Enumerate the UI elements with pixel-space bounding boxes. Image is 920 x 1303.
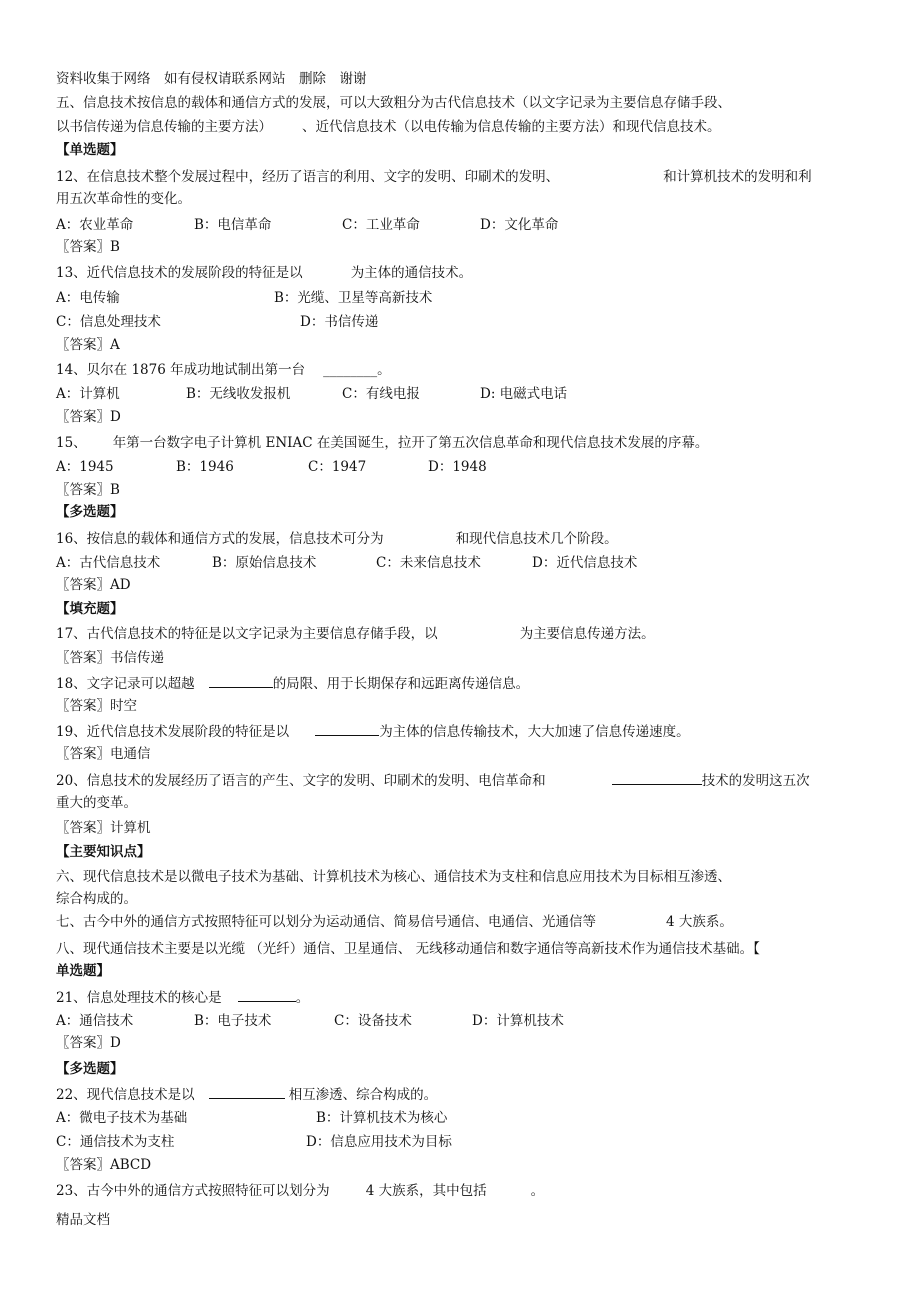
question-20-line-1: 20、信息技术的发展经历了语言的产生、文字的发明、印刷术的发明、电信革命和 技术的发明这五次 bbox=[56, 773, 810, 789]
section-8-line-2: 单选题】 bbox=[56, 963, 110, 979]
option-a: A：农业革命 bbox=[56, 217, 134, 233]
question-23-line-1: 23、古今中外的通信方式按照特征可以划分为 4 大族系，其中包括 。 bbox=[56, 1183, 545, 1199]
section-6-line-1: 六、现代信息技术是以微电子技术为基础、计算机技术为核心、通信技术为支柱和信息应用技术为目标相互渗透、 bbox=[56, 869, 731, 885]
answer-blank bbox=[209, 1085, 285, 1099]
option-c: C：未来信息技术 bbox=[376, 555, 481, 571]
option-a: A：古代信息技术 bbox=[56, 555, 161, 571]
question-22-line-1: 22、现代信息技术是以 相互渗透、综合构成的。 bbox=[56, 1087, 438, 1103]
section-8-line-1: 八、现代通信技术主要是以光缆 （光纤）通信、卫星通信、 无线移动通信和数字通信等高新技术作为通信技术基础。【 bbox=[56, 941, 760, 957]
page-header: 资料收集于网络 如有侵权请联系网站 删除 谢谢 bbox=[56, 71, 367, 87]
section-7-line-1: 七、古今中外的通信方式按照特征可以划分为运动通信、简易信号通信、电通信、光通信等 4 大族系。 bbox=[56, 914, 733, 930]
section-5-line-1: 五、信息技术按信息的载体和通信方式的发展，可以大致粗分为古代信息技术（以文字记录为主要信息存储手段、 bbox=[56, 95, 731, 111]
section-6-line-2: 综合构成的。 bbox=[56, 891, 137, 907]
option-d: D：文化革命 bbox=[480, 217, 559, 233]
option-c: C：信息处理技术 bbox=[56, 314, 161, 330]
question-18-answer: 〖答案〗时空 bbox=[56, 698, 137, 714]
option-a: A：微电子技术为基础 bbox=[56, 1110, 188, 1126]
option-c: C：设备技术 bbox=[334, 1013, 412, 1029]
question-12-answer: 〖答案〗B bbox=[56, 239, 120, 255]
question-15-answer: 〖答案〗B bbox=[56, 482, 120, 498]
option-b: B：无线收发报机 bbox=[186, 386, 291, 402]
question-19-answer: 〖答案〗电通信 bbox=[56, 746, 151, 762]
section-heading-single-choice: 【单选题】 bbox=[56, 142, 124, 158]
option-b: B：原始信息技术 bbox=[212, 555, 317, 571]
section-5-line-2: 以书信传递为信息传输的主要方法） 、近代信息技术（以电传输为信息传输的主要方法）和现代信息技术。 bbox=[56, 119, 721, 135]
option-a: A：电传输 bbox=[56, 290, 120, 306]
question-12-line-1: 12、在信息技术整个发展过程中，经历了语言的利用、文字的发明、印刷术的发明、 和计算机技术的发明和利 bbox=[56, 169, 812, 185]
section-heading-multiple-choice-2: 【多选题】 bbox=[56, 1061, 124, 1077]
question-21-answer: 〖答案〗D bbox=[56, 1035, 121, 1051]
option-d: D：书信传递 bbox=[300, 314, 379, 330]
question-14-answer: 〖答案〗D bbox=[56, 409, 121, 425]
question-12-line-2: 用五次革命性的变化。 bbox=[56, 191, 191, 207]
option-b: B：电信革命 bbox=[194, 217, 272, 233]
question-16-line-1: 16、按信息的载体和通信方式的发展，信息技术可分为 和现代信息技术几个阶段。 bbox=[56, 531, 618, 547]
question-14-line-1: 14、贝尔在 1876 年成功地试制出第一台 ________。 bbox=[56, 362, 391, 378]
question-15-line-1: 15、 年第一台数字电子计算机 ENIAC 在美国诞生，拉开了第五次信息革命和现代信息技术发展的序幕。 bbox=[56, 435, 709, 451]
option-d: D：计算机技术 bbox=[472, 1013, 564, 1029]
option-d: D：近代信息技术 bbox=[532, 555, 638, 571]
section-heading-multiple-choice: 【多选题】 bbox=[56, 504, 124, 520]
question-21-line-1: 21、信息处理技术的核心是 。 bbox=[56, 990, 310, 1006]
option-a: A：计算机 bbox=[56, 386, 120, 402]
question-18-line-1: 18、文字记录可以超越 的局限、用于长期保存和远距离传递信息。 bbox=[56, 676, 530, 692]
question-20-line-2: 重大的变革。 bbox=[56, 795, 137, 811]
question-16-answer: 〖答案〗AD bbox=[56, 577, 131, 593]
option-c: C：1947 bbox=[308, 459, 367, 475]
question-19-line-1: 19、近代信息技术发展阶段的特征是以 为主体的信息传输技术，大大加速了信息传递速度。 bbox=[56, 724, 690, 740]
option-d: D：1948 bbox=[428, 459, 487, 475]
option-a: A：1945 bbox=[56, 459, 114, 475]
answer-blank bbox=[209, 674, 273, 688]
option-b: B：计算机技术为核心 bbox=[316, 1110, 448, 1126]
option-c: C：通信技术为支柱 bbox=[56, 1134, 175, 1150]
section-heading-fill-in: 【填充题】 bbox=[56, 601, 124, 617]
answer-blank bbox=[238, 988, 296, 1002]
answer-blank bbox=[612, 771, 702, 785]
question-13-answer: 〖答案〗A bbox=[56, 337, 120, 353]
answer-blank bbox=[315, 722, 379, 736]
question-17-answer: 〖答案〗书信传递 bbox=[56, 650, 164, 666]
option-c: C：有线电报 bbox=[342, 386, 420, 402]
section-heading-key-points: 【主要知识点】 bbox=[56, 844, 151, 860]
option-b: B：1946 bbox=[176, 459, 234, 475]
option-d: D: 电磁式电话 bbox=[480, 386, 568, 402]
question-17-line-1: 17、古代信息技术的特征是以文字记录为主要信息存储手段，以 为主要信息传递方法。 bbox=[56, 626, 655, 642]
option-d: D：信息应用技术为目标 bbox=[306, 1134, 452, 1150]
option-c: C：工业革命 bbox=[342, 217, 420, 233]
option-b: B：光缆、卫星等高新技术 bbox=[274, 290, 433, 306]
option-a: A：通信技术 bbox=[56, 1013, 134, 1029]
question-13-line-1: 13、近代信息技术的发展阶段的特征是以 为主体的通信技术。 bbox=[56, 265, 473, 281]
question-20-answer: 〖答案〗计算机 bbox=[56, 820, 151, 836]
question-22-answer: 〖答案〗ABCD bbox=[56, 1157, 152, 1173]
option-b: B：电子技术 bbox=[194, 1013, 272, 1029]
page-footer: 精品文档 bbox=[56, 1212, 110, 1228]
